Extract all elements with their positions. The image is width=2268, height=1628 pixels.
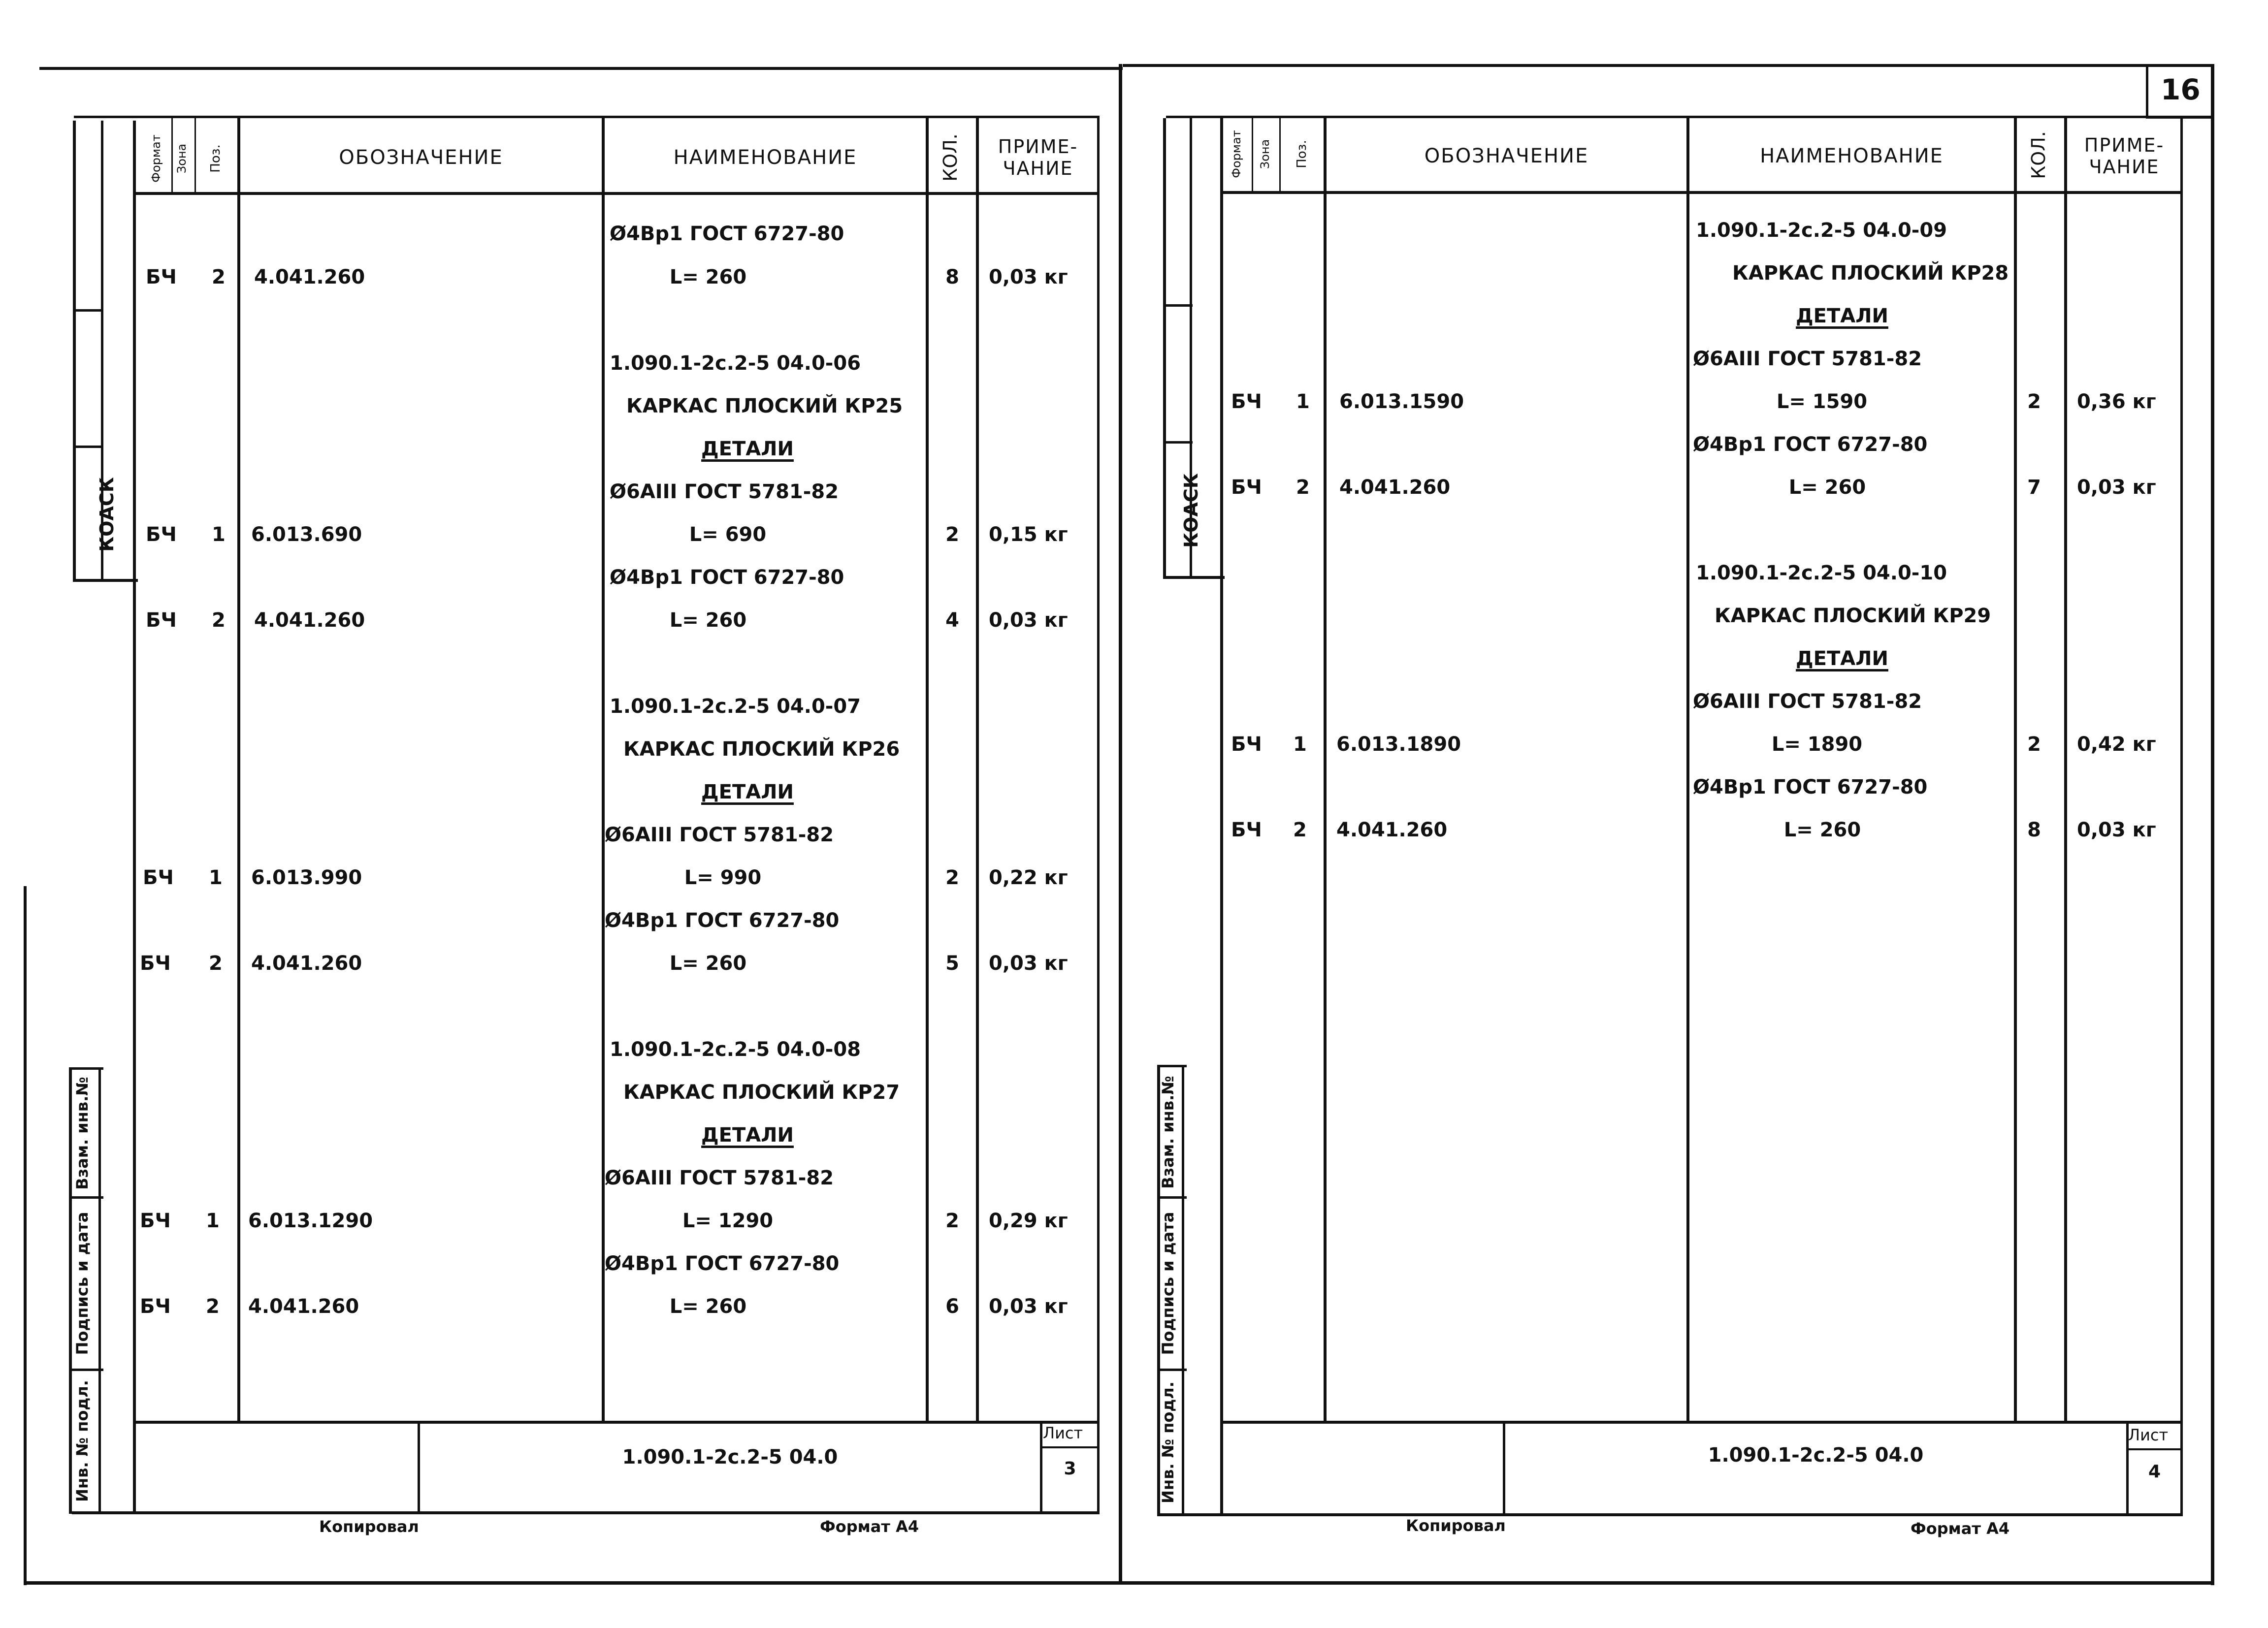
right-sheet-number: 4 — [2148, 1462, 2161, 1482]
right-format-label: Формат А4 — [1911, 1519, 2010, 1538]
left-r19-name: Ø6АIII ГОСТ 5781-82 — [605, 1167, 834, 1189]
left-col-line-4 — [602, 118, 605, 1423]
left-r8-format: БЧ — [146, 609, 177, 632]
right-r6-format: БЧ — [1231, 476, 1262, 499]
right-col-line-1 — [1252, 118, 1253, 192]
left-r6-name: L= 690 — [689, 523, 767, 546]
left-copied-label: Копировал — [319, 1517, 419, 1536]
right-header-note: ПРИМЕ-ЧАНИЕ — [2084, 134, 2165, 178]
left-r13-pos: 1 — [209, 866, 223, 889]
page-number-box-left — [2146, 64, 2148, 118]
right-header-zone: Зона — [1258, 139, 1272, 169]
right-r11-designation: 6.013.1890 — [1336, 733, 1461, 756]
left-r15-name: L= 260 — [669, 952, 747, 975]
right-r4-format: БЧ — [1231, 390, 1262, 413]
right-r2-name: ДЕТАЛИ — [1796, 305, 1888, 327]
left-r20-format: БЧ — [140, 1210, 171, 1232]
left-title-top — [133, 1421, 1099, 1424]
left-r13-format: БЧ — [143, 866, 174, 889]
left-r8-name: L= 260 — [669, 609, 747, 632]
left-r2-name: 1.090.1-2с.2-5 04.0-06 — [610, 352, 861, 375]
right-top-border — [1123, 64, 2214, 67]
left-r1-format: БЧ — [146, 266, 177, 288]
left-r20-name: L= 1290 — [682, 1210, 774, 1232]
left-r11-name: ДЕТАЛИ — [701, 781, 794, 803]
left-r22-designation: 4.041.260 — [248, 1295, 359, 1318]
right-header-format: Формат — [1230, 130, 1243, 178]
left-r1-designation: 4.041.260 — [254, 266, 365, 288]
right-r6-qty: 7 — [2027, 476, 2041, 499]
left-header-line — [133, 192, 1099, 195]
left-frame-right — [1097, 116, 1100, 1513]
right-r11-note: 0,42 кг — [2077, 733, 2156, 756]
left-r6-designation: 6.013.690 — [251, 523, 362, 546]
right-strip-mid1 — [1163, 304, 1193, 307]
left-r6-format: БЧ — [146, 523, 177, 546]
right-r13-pos: 2 — [1293, 819, 1307, 841]
left-strip-mid1 — [73, 309, 103, 312]
left-r7-name: Ø4Вр1 ГОСТ 6727-80 — [610, 566, 844, 589]
right-doc-code: 1.090.1-2с.2-5 04.0 — [1708, 1444, 1924, 1467]
right-copied-label: Копировал — [1406, 1516, 1506, 1535]
left-side-label: КОАСК — [96, 477, 118, 552]
left-strip-mid2 — [73, 446, 103, 448]
right-r6-name: L= 260 — [1788, 476, 1866, 499]
left-r1-name: L= 260 — [669, 266, 747, 288]
right-stamp-label-2: Подпись и дата — [1159, 1212, 1177, 1355]
left-header-name: НАИМЕНОВАНИЕ — [673, 146, 857, 169]
sheet-divider — [1119, 64, 1122, 1584]
left-frame-top — [74, 116, 1098, 118]
right-r0-name: 1.090.1-2с.2-5 04.0-09 — [1696, 219, 1947, 242]
left-r13-qty: 2 — [945, 866, 959, 889]
right-r13-qty: 8 — [2027, 819, 2041, 841]
left-col-line-2 — [194, 118, 196, 194]
right-stamp-div2 — [1157, 1369, 1187, 1371]
left-r20-designation: 6.013.1290 — [248, 1210, 373, 1232]
right-r4-pos: 1 — [1296, 390, 1310, 413]
left-r21-name: Ø4Вр1 ГОСТ 6727-80 — [605, 1252, 840, 1275]
left-r9-name: 1.090.1-2с.2-5 04.0-07 — [610, 695, 861, 718]
left-r6-note: 0,15 кг — [989, 523, 1068, 546]
right-frame-right — [2180, 116, 2183, 1515]
left-header-zone: Зона — [175, 143, 189, 174]
left-r22-note: 0,03 кг — [989, 1295, 1068, 1318]
left-header-designation: ОБОЗНАЧЕНИЕ — [339, 146, 503, 169]
left-sheet-label: Лист — [1043, 1424, 1083, 1442]
right-sheet-label: Лист — [2128, 1426, 2169, 1444]
left-col-line-3 — [237, 118, 240, 1423]
left-r18-name: ДЕТАЛИ — [701, 1124, 794, 1147]
right-r4-qty: 2 — [2027, 390, 2041, 413]
right-title-div — [1503, 1422, 1505, 1514]
left-r22-qty: 6 — [945, 1295, 959, 1318]
right-r7-name: 1.090.1-2с.2-5 04.0-10 — [1696, 562, 1947, 584]
right-r5-name: Ø4Вр1 ГОСТ 6727-80 — [1693, 433, 1928, 456]
right-strip-outer — [1163, 118, 1166, 578]
right-r3-name: Ø6АIII ГОСТ 5781-82 — [1693, 348, 1922, 370]
left-stamp-label-2: Подпись и дата — [73, 1212, 92, 1355]
right-title-div3 — [2126, 1448, 2181, 1450]
left-col-line-6 — [976, 118, 979, 1423]
right-r10-name: Ø6АIII ГОСТ 5781-82 — [1693, 690, 1922, 713]
right-r9-name: ДЕТАЛИ — [1796, 647, 1888, 670]
left-r13-note: 0,22 кг — [989, 866, 1068, 889]
right-r1-name: КАРКАС ПЛОСКИЙ КР28 — [1732, 262, 2009, 285]
left-r13-designation: 6.013.990 — [251, 866, 362, 889]
left-r15-qty: 5 — [945, 952, 959, 975]
left-frame-bottom — [72, 1511, 1100, 1514]
left-stamp-outer — [69, 1068, 72, 1514]
left-col-line-1 — [171, 118, 173, 194]
right-col-line-3 — [1324, 118, 1327, 1423]
right-r13-designation: 4.041.260 — [1336, 819, 1448, 841]
right-strip-bottom — [1163, 576, 1225, 579]
left-header-pos: Поз. — [208, 144, 223, 173]
left-r22-format: БЧ — [140, 1295, 171, 1318]
left-strip-outline-right — [133, 121, 136, 1514]
left-header-note: ПРИМЕ-ЧАНИЕ — [998, 136, 1078, 179]
outer-right-border — [2211, 64, 2214, 1585]
left-strip-bottom — [73, 579, 138, 582]
right-r12-name: Ø4Вр1 ГОСТ 6727-80 — [1693, 776, 1928, 798]
left-r12-name: Ø6АIII ГОСТ 5781-82 — [605, 824, 834, 846]
left-r10-name: КАРКАС ПЛОСКИЙ КР26 — [623, 738, 900, 761]
left-r15-note: 0,03 кг — [989, 952, 1068, 975]
right-r8-name: КАРКАС ПЛОСКИЙ КР29 — [1715, 605, 1991, 627]
left-r14-name: Ø4Вр1 ГОСТ 6727-80 — [605, 909, 840, 932]
right-r6-note: 0,03 кг — [2077, 476, 2156, 499]
left-r20-pos: 1 — [206, 1210, 220, 1232]
left-r1-note: 0,03 кг — [989, 266, 1068, 288]
left-r1-qty: 8 — [945, 266, 959, 288]
left-header-qty: КОЛ. — [940, 133, 961, 182]
right-stamp-label-1: Взам. инв.№ — [1159, 1076, 1177, 1189]
right-header-name: НАИМЕНОВАНИЕ — [1760, 144, 1944, 167]
right-stamp-inner — [1182, 1066, 1184, 1516]
right-r4-name: L= 1590 — [1776, 390, 1868, 413]
left-r15-pos: 2 — [209, 952, 223, 975]
left-r20-qty: 2 — [945, 1210, 959, 1232]
left-r15-format: БЧ — [140, 952, 171, 975]
right-r11-format: БЧ — [1231, 733, 1262, 756]
right-frame-bottom — [1157, 1513, 2183, 1516]
left-r22-name: L= 260 — [669, 1295, 747, 1318]
left-strip-outer — [73, 121, 76, 581]
right-r13-name: L= 260 — [1783, 819, 1861, 841]
right-header-qty: КОЛ. — [2028, 131, 2049, 179]
left-r6-qty: 2 — [945, 523, 959, 546]
left-r8-designation: 4.041.260 — [254, 609, 365, 632]
right-r11-qty: 2 — [2027, 733, 2041, 756]
left-r13-name: L= 990 — [684, 866, 762, 889]
right-stamp-label-3: Инв. № подл. — [1159, 1381, 1177, 1503]
right-r4-note: 0,36 кг — [2077, 390, 2156, 413]
left-r15-designation: 4.041.260 — [251, 952, 362, 975]
right-stamp-top — [1157, 1065, 1187, 1067]
left-r0-name: Ø4Вр1 ГОСТ 6727-80 — [610, 223, 844, 245]
right-r13-note: 0,03 кг — [2077, 819, 2156, 841]
left-r8-note: 0,03 кг — [989, 609, 1068, 632]
right-r4-designation: 6.013.1590 — [1339, 390, 1464, 413]
left-r6-pos: 1 — [212, 523, 226, 546]
left-doc-code: 1.090.1-2с.2-5 04.0 — [622, 1446, 838, 1468]
left-r16-name: 1.090.1-2с.2-5 04.0-08 — [610, 1038, 861, 1061]
right-col-line-2 — [1279, 118, 1281, 192]
right-r6-pos: 2 — [1296, 476, 1310, 499]
left-r20-note: 0,29 кг — [989, 1210, 1068, 1232]
left-header-format: Формат — [149, 134, 163, 183]
left-r3-name: КАРКАС ПЛОСКИЙ КР25 — [626, 395, 903, 417]
left-stamp-label-3: Инв. № подл. — [73, 1380, 92, 1502]
outer-left-border — [24, 886, 27, 1585]
right-strip-mid2 — [1163, 441, 1193, 444]
right-side-label: КОАСК — [1180, 473, 1202, 548]
left-title-div3 — [1040, 1446, 1099, 1448]
right-r13-format: БЧ — [1231, 819, 1262, 841]
left-sheet-number: 3 — [1064, 1459, 1076, 1479]
right-header-pos: Поз. — [1295, 140, 1309, 168]
right-strip-outline-right — [1220, 118, 1223, 1515]
left-r8-qty: 4 — [945, 609, 959, 632]
top-rule — [39, 67, 1123, 70]
left-stamp-inner — [98, 1068, 101, 1514]
left-r1-pos: 2 — [212, 266, 226, 288]
right-header-designation: ОБОЗНАЧЕНИЕ — [1424, 144, 1589, 167]
right-header-line — [1221, 191, 2181, 194]
right-r11-name: L= 1890 — [1771, 733, 1863, 756]
left-r17-name: КАРКАС ПЛОСКИЙ КР27 — [623, 1081, 900, 1104]
left-format-label: Формат А4 — [820, 1517, 919, 1536]
left-r4-name: ДЕТАЛИ — [701, 438, 794, 460]
left-stamp-label-1: Взам. инв.№ — [73, 1077, 92, 1190]
right-title-top — [1220, 1421, 2181, 1424]
left-r5-name: Ø6АIII ГОСТ 5781-82 — [610, 480, 839, 503]
right-col-line-6 — [2064, 118, 2067, 1423]
right-r6-designation: 4.041.260 — [1339, 476, 1451, 499]
right-r11-pos: 1 — [1293, 733, 1307, 756]
right-col-line-5 — [2014, 118, 2017, 1423]
left-r8-pos: 2 — [212, 609, 226, 632]
left-stamp-div2 — [69, 1369, 103, 1371]
right-stamp-div1 — [1157, 1196, 1187, 1199]
left-r22-pos: 2 — [206, 1295, 220, 1318]
page-number: 16 — [2161, 73, 2201, 106]
